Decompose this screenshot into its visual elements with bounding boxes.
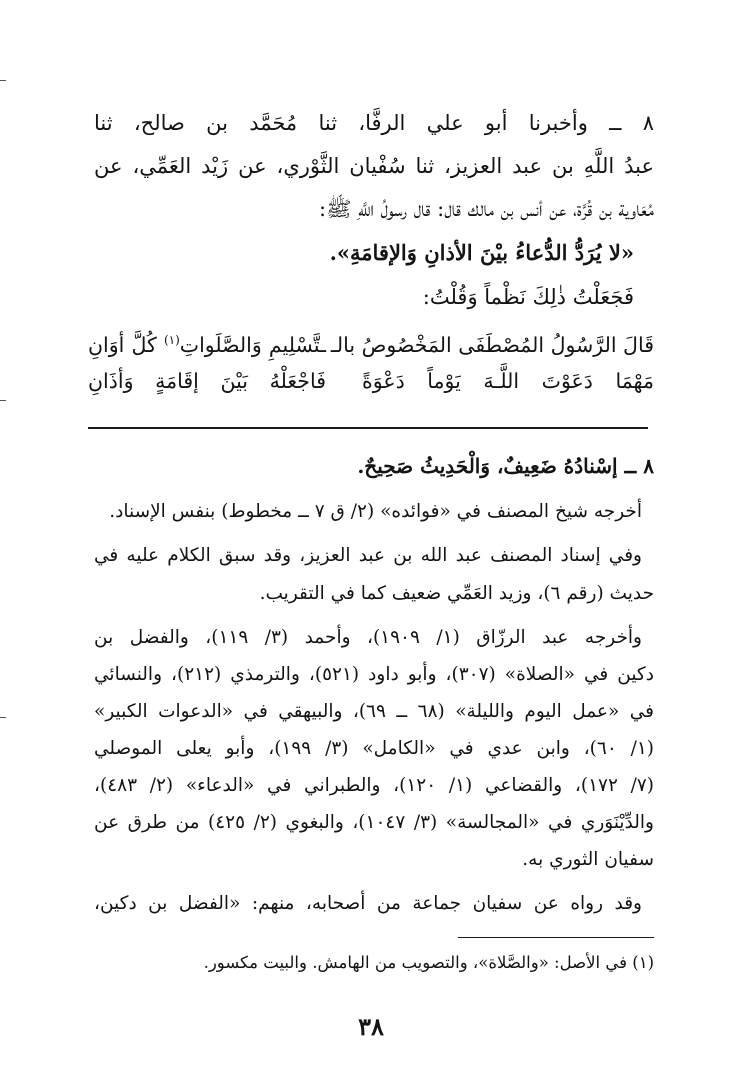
- commentary-line: في «عمل اليوم والليلة» (٦٨ ــ ٦٩)، والبيهقي في «الدعوات الكبير»: [94, 701, 654, 722]
- hadith-line: مُعَاوية بن قُرَّة، عن أنس بن مالك قال: قال رسولُ اللَّهِ ﷺ:: [319, 197, 654, 221]
- commentary-line: سفيان الثوري به.: [522, 849, 654, 870]
- verse-line1-second-text-a: ـتَّسْلِيمِ وَالصَّلَواتِ: [179, 333, 326, 357]
- footnote-reference-mark: (١): [163, 333, 180, 348]
- commentary-line: حديث (رقم ٦)، وزيد العَمِّي ضعيف كما في التقريب.: [259, 583, 654, 604]
- hadith-quote: «لا يُرَدُّ الدُّعاءُ بيْنَ الأذانِ وَالإقامَةِ».: [329, 240, 634, 265]
- footnote: (١) في الأصل: «والصَّلاة»، والتصويب من الهامش. والبيت مكسور.: [203, 953, 654, 972]
- commentary-line: (١/ ٦٠)، وابن عدي في «الكامل» (٣/ ١٩٩)، وأبو يعلى الموصلي: [94, 738, 655, 759]
- verse-line2-second-hemistich: فَاجْعَلْهُ بَيْنَ إقَامَةٍ وَأذَانِ: [88, 369, 326, 393]
- commentary-line: (٧/ ١٧٢)، والقضاعي (١/ ١٢٠)، والطبراني في «الدعاء» (٢/ ٤٨٣)،: [94, 775, 654, 796]
- scan-mark: [0, 717, 6, 718]
- commentary-heading: ٨ ــ إسْنادُهُ ضَعِيفٌ، وَالْحَدِيثُ صَحِيحٌ.: [357, 454, 654, 478]
- verse-intro: فَجَعَلْتُ ذٰلِكَ نَظْماً وَقُلْتُ:: [422, 285, 634, 309]
- commentary-line: أخرجه شيخ المصنف في «فوائده» (٢/ ق ٧ ــ مخطوط) بنفس الإسناد.: [109, 501, 642, 522]
- verse-line1-second-text-b: كُلَّ أوَانِ: [88, 333, 164, 357]
- section-divider: [88, 427, 648, 429]
- commentary-line: وأخرجه عبد الرزّاق (١/ ١٩٠٩)، وأحمد (٣/ ١١٩)، والفضل بن: [94, 627, 642, 648]
- commentary-line: وفي إسناد المصنف عبد الله بن عبد العزيز، وقد سبق الكلام عليه في: [94, 545, 642, 566]
- hadith-line: ٨ ــ وأخبرنا أبو علي الرفَّا، ثنا مُحَمَّد بن صالح، ثنا: [94, 111, 654, 135]
- commentary-line: والدِّيْنَوَري في «المجالسة» (٣/ ١٠٤٧)، والبغوي (٢/ ٤٢٥) من طرق عن: [94, 812, 654, 833]
- hadith-line: عبدُ اللَّهِ بن عبد العزيز، ثنا سُفْيان الثَّوْري، عن زَيْد العَمِّي، عن: [94, 154, 654, 178]
- verse-line1-second-hemistich: [88, 333, 326, 357]
- footnote-divider: [458, 937, 654, 938]
- verse-line1-first-hemistich: قَالَ الرَّسُولُ المُصْطَفَى المَخْصُوصُ بالـ: [330, 333, 654, 357]
- commentary-line: وقد رواه عن سفيان جماعة من أصحابه، منهم: «الفضل بن دكين،: [94, 893, 642, 914]
- commentary-line: دكين في «الصلاة» (٣٠٧)، وأبو داود (٥٢١)، والترمذي (٢١٢)، والنسائي: [94, 664, 654, 685]
- scan-mark: [0, 400, 6, 401]
- page-number: ٣٨: [358, 1012, 384, 1041]
- verse-line2-first-hemistich: مَهْمَا دَعَوْتَ اللَّـهَ يَوْماً دَعْوَةً: [362, 369, 654, 393]
- scan-mark: [0, 80, 6, 81]
